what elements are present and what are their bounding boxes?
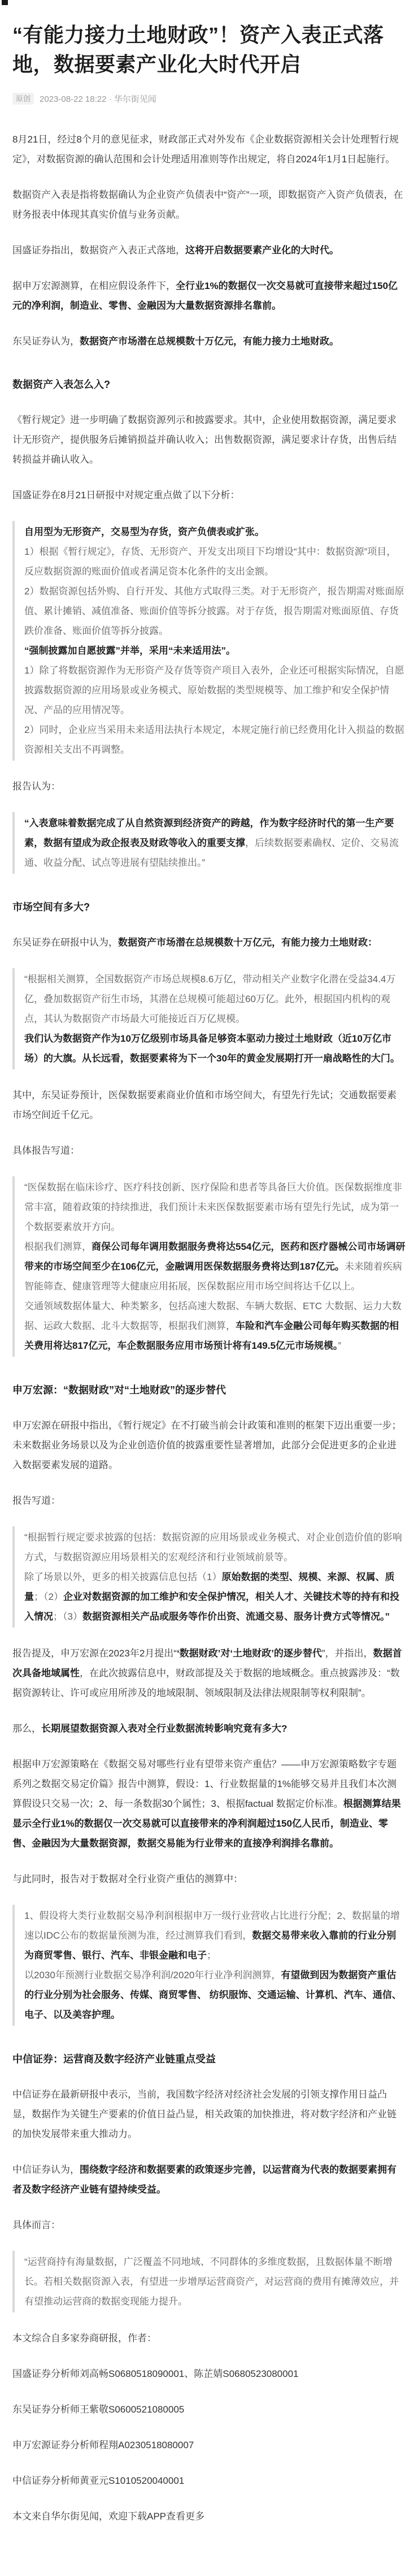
paragraph — [12, 2364, 406, 2384]
bold-text: 围绕数字经济和数据要素的政策逐步完善，以运营商为代表的数据要素拥有者及数字经济产业链有望持续受益。 — [12, 2164, 397, 2195]
quote-block — [12, 812, 406, 874]
paragraph — [12, 2160, 406, 2199]
paragraph — [12, 2400, 406, 2419]
original-badge: 原创 — [12, 93, 34, 105]
text-run: 中信证券在最新研报中表示，当前，我国数字经济对经济社会发展的引领支撑作用日益凸显，数据作为关键生产要素的价值日益凸显，相关政策的加快推进，将对数字经济和产业链的加快发展带来重大推动力。 — [12, 2089, 397, 2139]
paragraph — [12, 1869, 406, 1889]
text-run: ，在此次披露信息中，财政部提及关于数据的地域概念。重点披露涉及：“数据资源转让、许可或应用所涉及的地域限制、领域限制及法律法规限制等权利限制”。 — [12, 1668, 400, 1698]
quote-paragraph — [24, 2252, 406, 2311]
text-run: 1、假设将大类行业数据交易净利润根据申万一级行业营收占比进行分配；2、数据量的增速以IDC公布的数据量预测为准，经过测算我们看到， — [24, 1910, 400, 1941]
quote-paragraph — [24, 1296, 406, 1356]
text-run: 东吴证券认为， — [12, 336, 80, 347]
quote-paragraph — [24, 542, 406, 581]
quote-paragraph — [24, 813, 406, 873]
text-run: 东吴证券在研报中认为， — [12, 937, 118, 948]
bold-text: 根据测算结果显示全行业1%的数据仅一次交易就可以直接带来的净利润超过150亿人民币，制造业、零售、金融因为大量数据资源，数据交易能为行业带来的直接净利润排名靠前。 — [12, 1798, 401, 1849]
paragraph — [12, 1416, 406, 1475]
bold-text: 数据首次具备地域属性 — [12, 1648, 402, 1679]
quote-block — [12, 1176, 406, 1357]
text-run: ”，并指出， — [321, 1648, 373, 1659]
bold-text: 数据交易带来收入靠前的行业分别为商贸零售、银行、汽车、非银金融和电子 — [24, 1930, 397, 1961]
text-run: “运营商持有海量数据，广泛覆盖不同地域、不同群体的多维度数据，且数据体量不断增长。若相关数据资源入表，有望进一步增厚运营商资产，对运营商的费用有摊薄效应，并有望推动运营商的数据变现能力提升。 — [24, 2256, 399, 2307]
paragraph — [12, 2506, 406, 2526]
paragraph — [12, 776, 406, 796]
text-run: 据申万宏源测算，在相应假设条件下， — [12, 281, 176, 291]
text-run: 1）除了将数据资源作为无形资产及存货等资产项目入表外，企业还可根据实际情况，自愿披露数据资源的应用场景或业务模式、原始数据的类型规模等、加工维护和安全保护情况、产品的应用情况等。 — [24, 665, 404, 715]
quote-paragraph — [24, 969, 406, 1029]
text-run: “医保数据在临床诊疗、医疗科技创新、医疗保险和患者等具备巨大价值。医保数据维度非常丰富，随着政策的持续推进，我们预计未来医保数据要素市场有望先行先试，成为第一个数据要素放开方向。 — [24, 1182, 402, 1232]
bold-text: 数据资源相关产品或服务等作价出资、流通交易、服务计费方式等情况。” — [82, 1611, 390, 1622]
bold-text: 原始数据的类型、规模、来源、权属、质量 — [24, 1572, 395, 1602]
paragraph — [12, 1491, 406, 1511]
text-run: 本文来自华尔街见闻，欢迎下载APP查看更多 — [12, 2511, 205, 2522]
text-run: 中信证券认为， — [12, 2164, 80, 2175]
text-run: 报告写道： — [12, 1495, 60, 1506]
section-heading: 市场空间有多大? — [12, 901, 90, 913]
paragraph — [12, 1643, 406, 1703]
bold-text: 全行业1%的数据仅一次交易就可直接带来超过150亿元的净利润，制造业、零售、金融因为大量数据资源排名靠前。 — [12, 281, 398, 311]
text-run: 根据我们测算， — [24, 1241, 92, 1252]
section-heading: 中信证券：运营商及数字经济产业链重点受益 — [12, 2053, 216, 2065]
text-run: 除了场景以外，更多的相关披露信息包括（1） — [24, 1572, 222, 1582]
text-run: 具体而言： — [12, 2220, 60, 2230]
article-meta — [12, 93, 406, 105]
bold-text: 自用型为无形资产，交易型为存货，资产负债表或扩张。 — [24, 527, 264, 537]
text-run: 东吴证券分析师王紫敬S0600521080005 — [12, 2404, 185, 2415]
paragraph — [12, 1719, 406, 1738]
text-run: 以2030年预测行业数据交易净利润/2020年行业净利润测算， — [24, 1970, 281, 1980]
text-run: 根据申万宏源策略在《数据交易对哪些行业有望带来资产重估？——申万宏源策略数字专题系列之数据交易定价篇》报告中测算，假设：1、行业数据量的1%能够交易并且我们本次测算假设只交易一次；2、每一条数据30个属性；3、根据factual 数据定价标准。 — [12, 1759, 397, 1809]
quote-block — [12, 2251, 406, 2312]
text-run: ； — [207, 1950, 216, 1961]
quote-paragraph — [24, 522, 406, 542]
text-run: 具体报告写道： — [12, 1145, 80, 1156]
paragraph — [12, 331, 406, 351]
paragraph — [12, 1085, 406, 1125]
quote-paragraph — [24, 661, 406, 720]
bold-text: 数据资产市场潜在总规模数十万亿元，有能力接力土地财政： — [118, 937, 377, 948]
bold-text: 商保公司每年调用数据服务费将达554亿元，医药和医疗器械公司市场调研带来的市场空间至少在106亿元，金融调用医保数据服务费将达到187亿元。 — [24, 1241, 406, 1272]
text-run: 那么， — [12, 1723, 41, 1734]
quote-paragraph — [24, 581, 406, 641]
quote-paragraph — [24, 1965, 406, 2025]
paragraph — [12, 130, 406, 169]
quote-paragraph — [24, 1029, 406, 1068]
text-run: 国盛证券指出，数据资产入表正式落地， — [12, 245, 185, 256]
text-run: 与此同时，报告对于数据对全行业资产重估的测算中： — [12, 1874, 243, 1884]
bold-text: 这将开启数据要素产业化的大时代。 — [185, 245, 339, 256]
quote-paragraph — [24, 1906, 406, 1965]
text-run: ，后续数据要素确权、定价、交易流通、收益分配、试点等进展有望陆续推出。” — [24, 838, 399, 868]
article-body — [12, 130, 406, 2526]
paragraph — [12, 2435, 406, 2455]
bold-text: “入表意味着数据完成了从自然资源到经济资产的跨越，作为数字经济时代的第一生产要素，数据有望成为政企报表及财政等收入的重要支撑 — [24, 818, 394, 848]
text-run: 8月21日，经过8个月的意见征求，财政部正式对外发布《企业数据资源相关会计处理暂行规定》，对数据资源的确认范围和会计处理适用准则等作出规定，将自2024年1月1日起施行。 — [12, 134, 399, 165]
paragraph — [12, 2215, 406, 2235]
text-run: 申万宏源证券分析师程翔A0230518080007 — [12, 2440, 194, 2450]
bold-text: 车险和汽车金融公司每年购买数据的相关费用将达817亿元，车企数据服务应用市场预计将有149.5亿元市场规模。 — [24, 1321, 399, 1351]
text-run: ；（3） — [53, 1611, 82, 1622]
section-heading: 申万宏源：“数据财政”对“土地财政”的逐步替代 — [12, 1384, 226, 1396]
text-run: 交通领域数据体量大、种类繁多，包括高速大数据、车辆大数据、ETC 大数据、运力大数据、运政大数据、北斗大数据等，根据我们测算， — [24, 1301, 402, 1331]
bold-text: 企业对数据资源的加工维护和安全保护情况，相关人才、关键技术等的持有和投入情况 — [24, 1591, 399, 1622]
quote-block — [12, 968, 406, 1069]
paragraph — [12, 1141, 406, 1160]
bold-text: ‘数据财政’对‘土地财政’的逐步替代 — [176, 1648, 322, 1659]
quote-paragraph — [24, 641, 406, 661]
bold-text: 我们认为数据资产作为10万亿级别市场具备足够资本驱动力接过土地财政（近10万亿市场）的大旗。从长远看，数据要素将为下一个30年的黄金发展期打开一扇战略性的大门。 — [24, 1033, 400, 1064]
page-title: “有能力接力土地财政”！资产入表正式落地，数据要素产业化大时代开启 — [12, 23, 384, 76]
publish-date-source: 2023-08-22 18:22 · 华尔街见闻 — [40, 94, 156, 104]
text-run: 本文综合自多家券商研报，作者： — [12, 2333, 156, 2344]
text-run: 数据资产入表是指将数据确认为企业资产负债表中“资产”一项，即数据资产入资产负债表，在财务报表中体现其真实价值与业务贡献。 — [12, 189, 403, 220]
text-run: 《暂行规定》进一步明确了数据资源列示和披露要求。其中，企业使用数据资源，满足要求计无形资产，提供服务后摊销损益并确认收入；出售数据资源，满足要求计存货，出售后结转损益并确认收入。 — [12, 415, 397, 465]
bold-text: 长期展望数据资源入表对全行业数据流转影响究竟有多大? — [41, 1723, 288, 1734]
quote-block — [12, 1526, 406, 1628]
quote-paragraph — [24, 1528, 406, 1567]
paragraph — [12, 185, 406, 225]
quote-paragraph — [24, 1177, 406, 1237]
text-run: 1）根据《暂行规定》，存货、无形资产、开发支出项目下均增设“其中：数据资源”项目，反应数据资源的账面价值或者满足资本化条件的支出金额。 — [24, 546, 397, 577]
paragraph — [12, 276, 406, 316]
text-run: 中信证券分析师黄亚元S1010520040001 — [12, 2475, 185, 2486]
quote-block — [12, 1905, 406, 2026]
text-run: 报告认为： — [12, 781, 60, 792]
bold-text: 有望做到因为数据资产重估的行业分别为社会服务、传媒、商贸零售、 纺织服饰、交通运输、计算机、汽车、通信、电子、以及美容护理。 — [24, 1970, 402, 2020]
text-run: “根据暂行规定要求披露的包括：数据资源的应用场景或业务模式、对企业创造价值的影响方式，与数据资源应用场景相关的宏观经济和行业领域前景等。 — [24, 1532, 402, 1563]
text-run: 申万宏源在研报中指出，《暂行规定》在不打破当前会计政策和准则的框架下迈出重要一步；未来数据业务场景以及为企业创造价值的披露重要性显著增加，此部分会促进更多的企业进入数据要素发展的道路。 — [12, 1420, 402, 1470]
text-run: 国盛证券分析师刘高畅S0680518090001、陈芷婧S0680523080001 — [12, 2368, 299, 2379]
text-run: 2）同时，企业应当采用未来适用法执行本规定，本规定施行前已经费用化计入损益的数据资源相关支出不再调整。 — [24, 724, 404, 755]
paragraph — [12, 933, 406, 952]
text-run: 未来随着疾病智能筛查、健康管理等大健康应用拓展，医保数据应用市场空间将达千亿以上。 — [24, 1261, 402, 1292]
text-run: 国盛证券在8月21日研报中对规定重点做了以下分析： — [12, 490, 240, 500]
text-run: 报告提及，申万宏源在2023年2月提出“ — [12, 1648, 177, 1659]
paragraph — [12, 485, 406, 505]
quote-paragraph — [24, 720, 406, 760]
section-heading: 数据资产入表怎么入? — [12, 379, 110, 390]
text-run: ” — [338, 1340, 342, 1351]
paragraph — [12, 410, 406, 469]
paragraph — [12, 2471, 406, 2491]
bold-text: “强制披露加自愿披露”并举，采用“未来适用法”。 — [24, 645, 236, 656]
quote-paragraph — [24, 1237, 406, 1296]
paragraph — [12, 2085, 406, 2144]
text-run: 2）数据资源包括外购、自行开发、其他方式取得三类。对于无形资产，报告期需对账面原值、累计摊销、减值准备、账面价值等拆分披露。对于存货，报告期需对账面原值、存货跌价准备、账面价值等拆分披露。 — [24, 586, 404, 636]
text-run: 其中，东吴证券预计，医保数据要素商业价值和市场空间大，有望先行先试；交通数据要素市场空间近千亿元。 — [12, 1090, 397, 1120]
text-run: “根据相关测算，全国数据资产市场总规模8.6万亿，带动相关产业数字化潜在受益34.4万亿，叠加数据资产衍生市场，其潜在总规模可能超过60万亿。此外，根据国内机构的观点，其认为数据资产市场最大可能接近百万亿规模。 — [24, 974, 396, 1024]
text-run: ；（2） — [34, 1591, 63, 1602]
paragraph — [12, 1754, 406, 1853]
corner-artifact — [2, 0, 8, 5]
quote-paragraph — [24, 1567, 406, 1626]
paragraph — [12, 2328, 406, 2348]
paragraph — [12, 240, 406, 260]
quote-block — [12, 521, 406, 761]
bold-text: 数据资产市场潜在总规模数十万亿元，有能力接力土地财政。 — [80, 336, 339, 347]
